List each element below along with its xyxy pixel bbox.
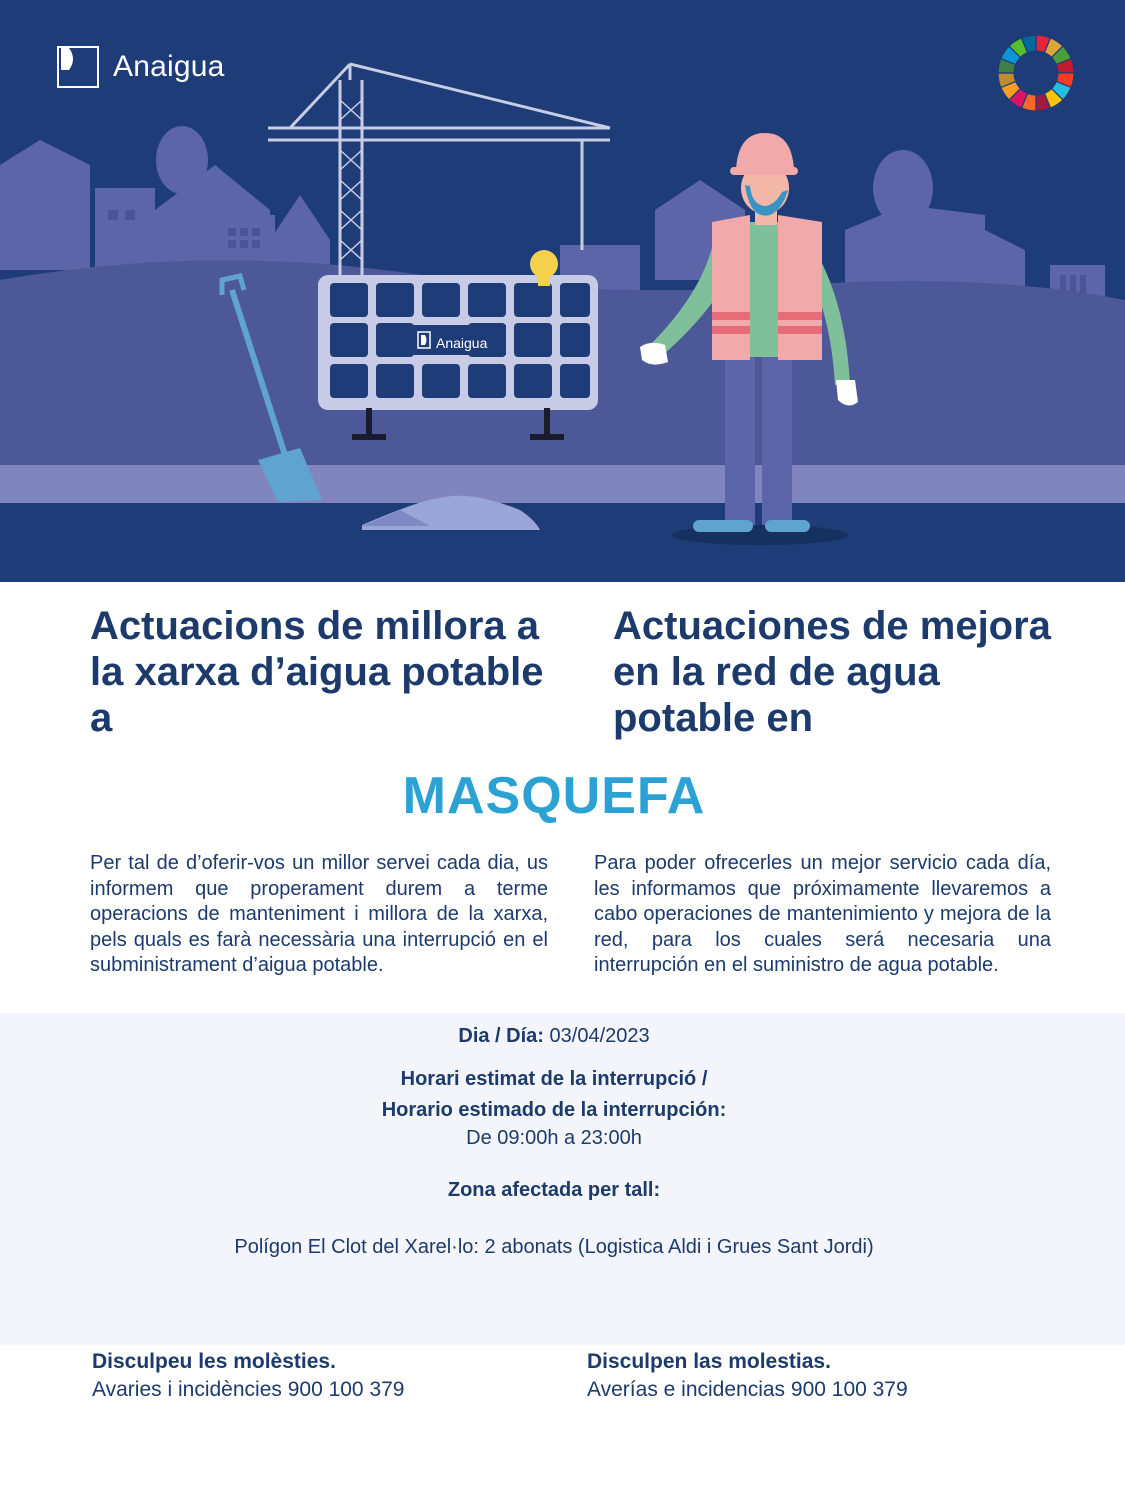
zone-value: Polígon El Clot del Xarel·lo: 2 abonats (Logistica Aldi i Grues Sant Jordi) [234,1236,874,1258]
sdg-wheel-icon [996,33,1076,113]
zone-label-text: Zona afectada per tall: [447,1179,661,1201]
title-spanish: Actuaciones de mejora en la red de agua potable en [613,604,1051,740]
apology-spanish: Disculpen las molestias. [587,1350,831,1373]
hero-illustration [0,0,1125,582]
interruption-info-panel [0,1013,1125,1345]
day-line [0,1025,1108,1048]
intro-spanish: Para poder ofrecerles un mejor servicio cada día, les informamos que próximamente llevaremos a cabo operaciones de mantenimiento y mejora de la red, para los cuales será necesaria una interrupción en el suministro de agua potable. [594,852,1051,976]
schedule-value: De 09:00h a 23:00h [466,1127,642,1149]
brand-logo [57,46,225,88]
footer-catalan [92,1348,405,1404]
anaigua-logo-icon [57,46,99,88]
schedule-label-spanish-text: Horario estimado de la interrupción: [381,1099,727,1121]
zone-label [0,1179,1108,1202]
schedule-label-catalan [0,1068,1108,1091]
fence-brand-label: Anaigua [436,335,488,351]
apology-catalan: Disculpeu les molèsties. [92,1350,336,1373]
phone-spanish: Averías e incidencias 900 100 379 [587,1378,908,1401]
schedule-label-catalan-text: Horari estimat de la interrupció / [400,1068,708,1090]
title-catalan: Actuacions de millora a la xarxa d’aigua potable a [90,604,544,740]
schedule-label-spanish [0,1099,1108,1122]
brand-name: Anaigua [113,50,225,83]
day-value: 03/04/2023 [549,1025,650,1047]
intro-catalan: Per tal de d’oferir-vos un millor servei cada dia, us informem que properament durem a terme operacions de manteniment i millora de la xarxa, pels quals es farà necessària una interrupció en el subministrament d’aigua potable. [90,852,548,976]
phone-catalan: Avaries i incidències 900 100 379 [92,1378,405,1401]
day-label: Dia / Día: [458,1025,544,1047]
town-name: MASQUEFA [402,767,706,825]
footer-spanish [587,1348,908,1404]
